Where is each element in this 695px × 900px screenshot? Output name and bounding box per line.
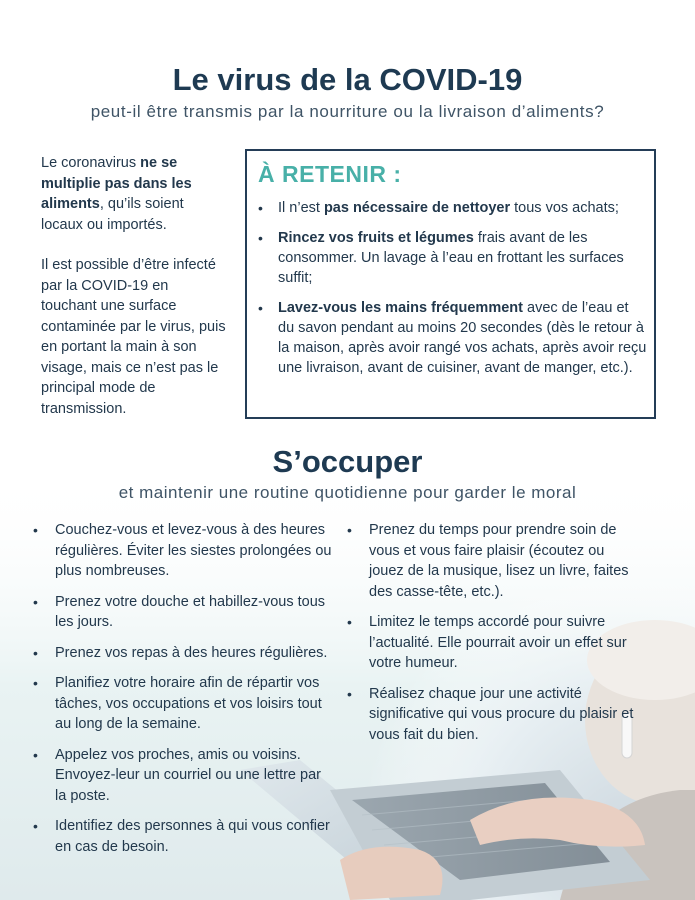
list-item (33, 520, 333, 582)
tip-text: Prenez votre douche et habillez-vous tous les jours. (55, 593, 326, 630)
bullet-icon: • (33, 522, 38, 538)
page-subtitle: peut-il être transmis par la nourriture ou la livraison d’aliments? (90, 102, 605, 121)
bullet-icon: • (33, 746, 38, 763)
tip-text: Réalisez chaque jour une activité significative qui vous procure du plaisir et vous fait du bien. (369, 685, 634, 743)
retain-bold: Rincez vos fruits et légumes (278, 230, 474, 246)
tips-list-right (347, 520, 637, 755)
bullet-icon: • (347, 614, 352, 630)
list-item (347, 612, 637, 674)
intro-text: Le coronavirus (41, 155, 141, 171)
bullet-icon: • (33, 593, 38, 610)
list-item (347, 684, 637, 746)
bullet-icon: • (258, 230, 263, 246)
section-subtitle: et maintenir une routine quotidienne pour garder le moral (118, 483, 577, 502)
tip-text: Appelez vos proches, amis ou voisins. Envoyez-leur un courriel ou une lettre par la poste. (55, 746, 321, 804)
bullet-icon: • (258, 300, 263, 316)
intro-text: , qu’ils soient locaux ou importés. (41, 196, 184, 233)
section-title: S’occuper (272, 444, 423, 479)
list-item (33, 592, 333, 633)
bullet-icon: • (258, 200, 263, 216)
tip-text: Limitez le temps accordé pour suivre l’actualité. Elle pourrait avoir un effet sur votre humeur. (369, 614, 627, 671)
list-item (33, 643, 333, 664)
intro-paragraph-1 (41, 153, 226, 235)
list-item (33, 673, 333, 735)
tip-text: Prenez du temps pour prendre soin de vous et vous faire plaisir (écoutez ou jouez de la musique, lisez un livre, faites des casse-tête, etc.). (369, 522, 629, 600)
tips-list-left (33, 520, 333, 867)
retain-text: tous vos achats; (510, 200, 619, 216)
retain-text: frais avant de les consommer. Un lavage à l’eau en frottant les surfaces suffit; (278, 230, 624, 286)
intro-column (41, 153, 226, 439)
retain-box (245, 149, 656, 419)
retain-item (257, 228, 647, 288)
bullet-icon: • (33, 675, 38, 691)
list-item (347, 520, 637, 602)
intro-paragraph-2: Il est possible d’être infecté par la COVID-19 en touchant une surface contaminée par le virus, puis en portant la main à son visage, mais ce n’est pas le principal mode de transmission. (41, 257, 226, 417)
bullet-icon: • (347, 522, 352, 538)
tip-text: Identifiez des personnes à qui vous confier en cas de besoin. (55, 818, 330, 855)
retain-bold: pas nécessaire de nettoyer (323, 200, 511, 216)
tip-text: Prenez vos repas à des heures régulières. (55, 644, 328, 661)
intro-bold: ne se multiplie pas dans les aliments (41, 155, 192, 212)
retain-text: Il n’est (278, 200, 324, 216)
bullet-icon: • (347, 685, 352, 702)
retain-item (257, 198, 647, 218)
retain-title: À RETENIR : (258, 161, 402, 187)
bullet-icon: • (33, 818, 38, 834)
page-title: Le virus de la COVID-19 (172, 62, 523, 97)
retain-text: avec de l’eau et du savon pendant au moins 20 secondes (dès le retour à la maison, après avoir rangé vos achats, après avoir reçu une livraison, avant de cuisiner, avant de manger, etc.). (278, 300, 647, 376)
list-item (33, 816, 333, 857)
tip-text: Planifiez votre horaire afin de répartir vos tâches, vos occupations et vos loisirs tout au long de la semaine. (55, 675, 322, 732)
retain-bold: Lavez-vous les mains fréquemment (278, 300, 523, 316)
retain-list (257, 198, 647, 388)
bullet-icon: • (33, 644, 38, 661)
list-item (33, 745, 333, 807)
tip-text: Couchez-vous et levez-vous à des heures régulières. Éviter les siestes prolongées ou plus nombreuses. (55, 522, 332, 579)
retain-item (257, 298, 647, 378)
